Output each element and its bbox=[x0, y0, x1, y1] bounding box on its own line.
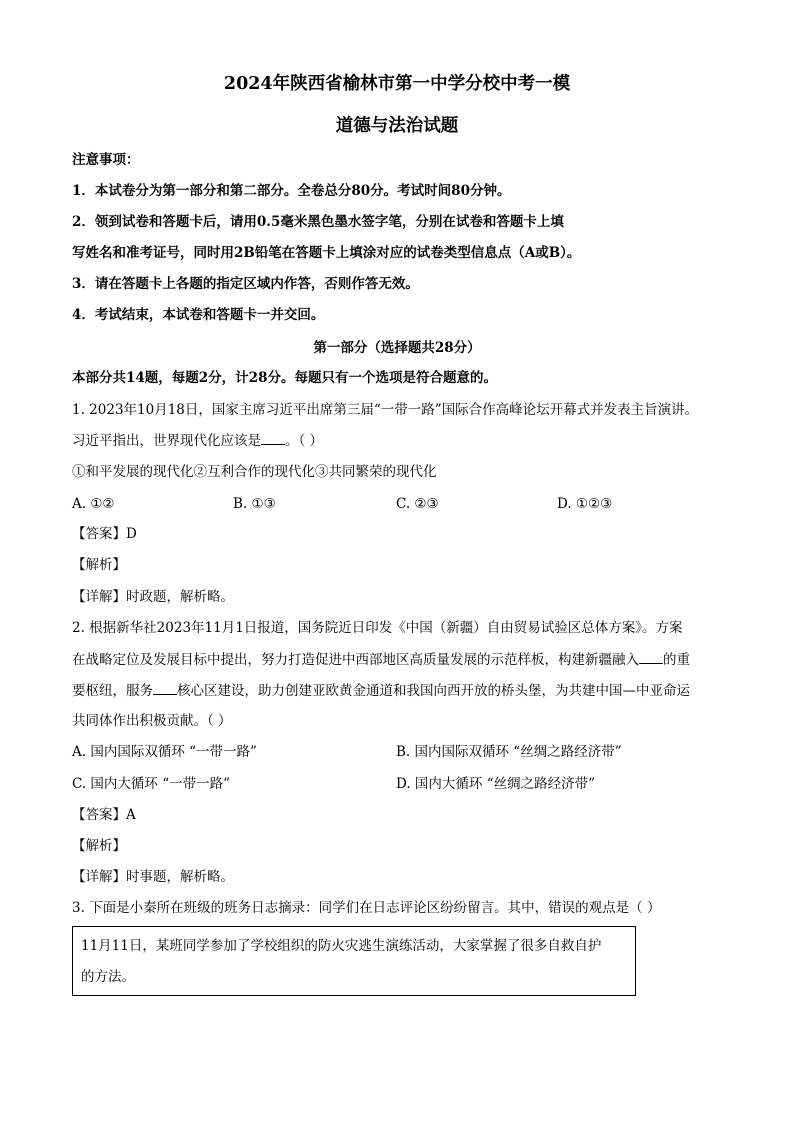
q2-text-part: 要枢纽，服务 bbox=[72, 683, 153, 699]
q2-text bbox=[72, 680, 690, 701]
q3-text: 3. 下面是小秦所在班级的班务日志摘录：同学们在日志评论区纷纷留言。其中，错误的观点是（ ） bbox=[72, 900, 661, 916]
q2-detail: 【详解】时事题，解析略。 bbox=[72, 869, 234, 885]
q2-option-b: B. 国内国际双循环 “丝绸之路经济带” bbox=[396, 744, 622, 760]
q2-text-part: 的重 bbox=[663, 652, 690, 668]
q2-text: 2. 根据新华社2023年11月1日报道，国务院近日印发《中国（新疆）自由贸易试验区总体方案》。方案 bbox=[72, 620, 683, 636]
notice-item: 3．请在答题卡上各题的指定区域内作答，否则作答无效。 bbox=[72, 276, 419, 292]
q2-text bbox=[72, 649, 690, 670]
notice-heading: 注意事项： bbox=[72, 152, 140, 168]
q1-text: 1. 2023年10月18日，国家主席习近平出席第三届“一带一路”国际合作高峰论坛开幕式并发表主旨演讲。 bbox=[72, 402, 699, 418]
notice-item: 2．领到试卷和答题卡后，请用0.5毫米黑色墨水签字笔，分别在试卷和答题卡上填 bbox=[72, 214, 564, 230]
q3-log-text: 的方法。 bbox=[81, 969, 135, 985]
q1-option-d: D. ①②③ bbox=[557, 496, 613, 512]
q2-option-a: A. 国内国际双循环 “一带一路” bbox=[72, 744, 257, 760]
q2-answer: 【答案】A bbox=[72, 807, 136, 823]
q1-option-c: C. ②③ bbox=[396, 496, 439, 512]
q1-analysis: 【解析】 bbox=[72, 557, 126, 573]
q1-option-b: B. ①③ bbox=[233, 496, 276, 512]
q3-log-text: 11月11日，某班同学参加了学校组织的防火灾逃生演练活动，大家掌握了很多自救自护 bbox=[81, 938, 602, 954]
q1-text-part: 。（ ） bbox=[285, 433, 324, 449]
q1-detail: 【详解】时政题，解析略。 bbox=[72, 589, 234, 605]
part1-instruction: 本部分共14题，每题2分，计28分。每题只有一个选项是符合题意的。 bbox=[72, 370, 497, 386]
notice-item: 4．考试结束，本试卷和答题卡一并交回。 bbox=[72, 307, 325, 323]
answer-blank bbox=[639, 649, 663, 664]
q1-statements: ①和平发展的现代化②互利合作的现代化③共同繁荣的现代化 bbox=[72, 464, 437, 480]
answer-blank bbox=[261, 430, 285, 445]
q1-text-part: 习近平指出，世界现代化应该是 bbox=[72, 433, 261, 449]
exam-title: 2024年陕西省榆林市第一中学分校中考一模 bbox=[223, 74, 571, 94]
q1-text bbox=[72, 430, 323, 451]
exam-subtitle: 道德与法治试题 bbox=[335, 116, 459, 136]
notice-item: 1．本试卷分为第一部分和第二部分。全卷总分80分。考试时间80分钟。 bbox=[72, 183, 511, 199]
q1-answer: 【答案】D bbox=[72, 526, 137, 542]
q1-option-a: A. ①② bbox=[72, 496, 115, 512]
q2-text-part: 核心区建设，助力创建亚欧黄金通道和我国向西开放的桥头堡，为共建中国—中亚命运 bbox=[177, 683, 690, 699]
notice-item: 写姓名和准考证号，同时用2B铅笔在答题卡上填涂对应的试卷类型信息点（A或B）。 bbox=[72, 245, 581, 261]
q2-text-part: 在战略定位及发展目标中提出，努力打造促进中西部地区高质量发展的示范样板，构建新疆融入 bbox=[72, 652, 639, 668]
answer-blank bbox=[153, 680, 177, 695]
part1-heading: 第一部分（选择题共28分） bbox=[313, 340, 481, 356]
q2-text: 共同体作出积极贡献。（ ） bbox=[72, 713, 232, 729]
q2-option-c: C. 国内大循环 “一带一路” bbox=[72, 776, 231, 792]
q3-log-box bbox=[72, 926, 636, 996]
q2-option-d: D. 国内大循环 “丝绸之路经济带” bbox=[396, 776, 596, 792]
q2-analysis: 【解析】 bbox=[72, 838, 126, 854]
